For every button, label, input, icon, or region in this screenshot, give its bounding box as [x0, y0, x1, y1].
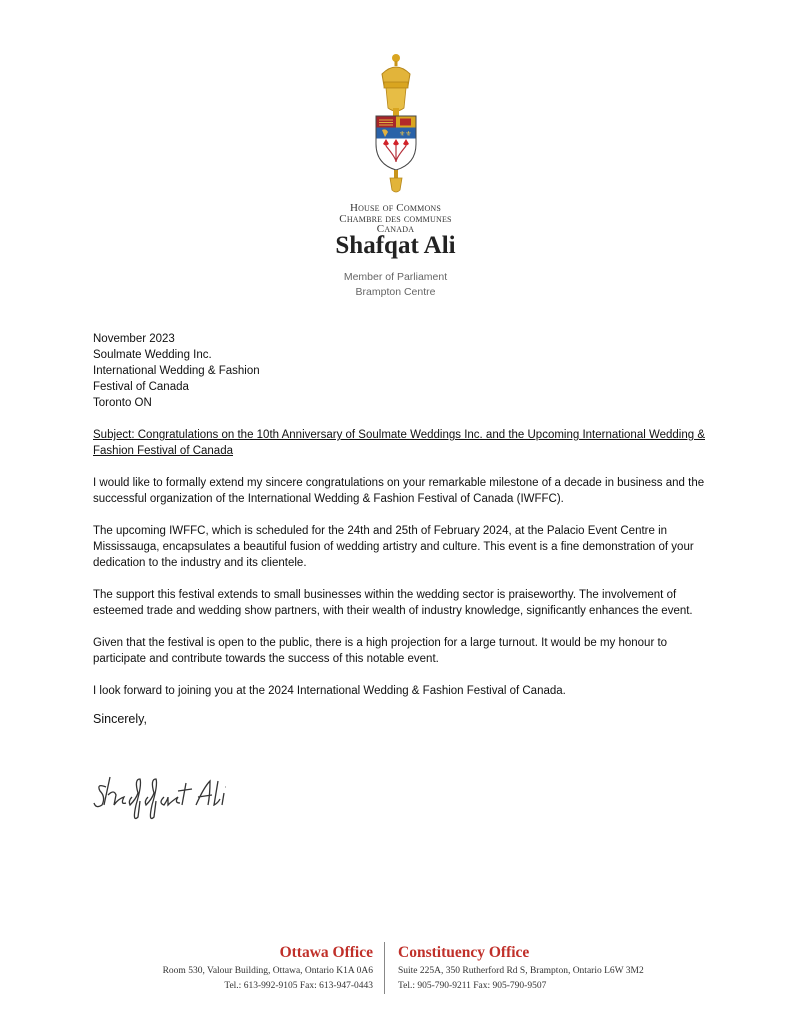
body-paragraph: I would like to formally extend my sincere congratulations on your remarkable milestone of a decade in business and the successful organization of the International Wedding & Fashion Festival of Canada (IWFFC).: [93, 477, 705, 505]
recipient-line: Festival of Canada: [93, 381, 189, 393]
body-paragraph: The support this festival extends to small businesses within the wedding sector is praiseworthy. The involvement of esteemed trade and wedding show partners, with their wealth of industry knowledge, significantly enhances the event.: [93, 589, 693, 617]
recipient-block: [93, 331, 708, 411]
recipient-line: International Wedding & Fashion: [93, 365, 260, 377]
constituency-office-phone: Tel.: 905-790-9211 Fax: 905-790-9507: [398, 981, 547, 991]
ottawa-office: [163, 942, 373, 994]
footer-divider: [384, 942, 385, 994]
mp-riding: Brampton Centre: [355, 286, 436, 298]
ottawa-office-phone: Tel.: 613-992-9105 Fax: 613-947-0443: [224, 981, 373, 991]
body-paragraph: I look forward to joining you at the 2024 International Wedding & Fashion Festival of Canada.: [93, 685, 566, 697]
constituency-office-title: Constituency Office: [398, 944, 530, 961]
constituency-office: [398, 942, 644, 994]
svg-text:⚜⚜: ⚜⚜: [399, 130, 412, 138]
footer: [0, 942, 791, 1002]
recipient-line: Toronto ON: [93, 397, 152, 409]
body-paragraph: Given that the festival is open to the public, there is a high projection for a large turnout. It would be my honour to participate and contribute towards the success of this notable event.: [93, 637, 668, 665]
ottawa-office-title: Ottawa Office: [279, 944, 373, 961]
house-of-commons-label: [0, 203, 791, 235]
letter-body: [93, 331, 708, 727]
closing: Sincerely,: [93, 712, 147, 726]
signature-image: [92, 765, 242, 825]
constituency-office-address: Suite 225A, 350 Rutherford Rd S, Brampton, Ontario L6W 3M2: [398, 966, 644, 976]
ottawa-office-address: Room 530, Valour Building, Ottawa, Ontario K1A 0A6: [162, 966, 373, 976]
house-line-en: House of Commons: [349, 202, 442, 214]
mp-name: Shafqat Ali: [335, 232, 456, 259]
house-of-commons-crest-icon: [366, 52, 426, 197]
letter-date: November 2023: [93, 333, 175, 345]
mp-role-block: [0, 270, 791, 300]
subject-line: Subject: Congratulations on the 10th Anniversary of Soulmate Weddings Inc. and the Upcoming International Wedding & Fashion Festival of Canada: [93, 429, 706, 457]
house-line-country: Canada: [376, 223, 415, 235]
house-line-fr: Chambre des communes: [339, 212, 452, 225]
body-paragraph: The upcoming IWFFC, which is scheduled for the 24th and 25th of February 2024, at the Palacio Event Centre in Mississauga, encapsulates a beautiful fusion of wedding artistry and culture. This event is a fine demonstration of your dedication to the industry and its clientele.: [93, 525, 694, 569]
recipient-line: Soulmate Wedding Inc.: [93, 349, 212, 361]
mp-role: Member of Parliament: [343, 271, 448, 283]
